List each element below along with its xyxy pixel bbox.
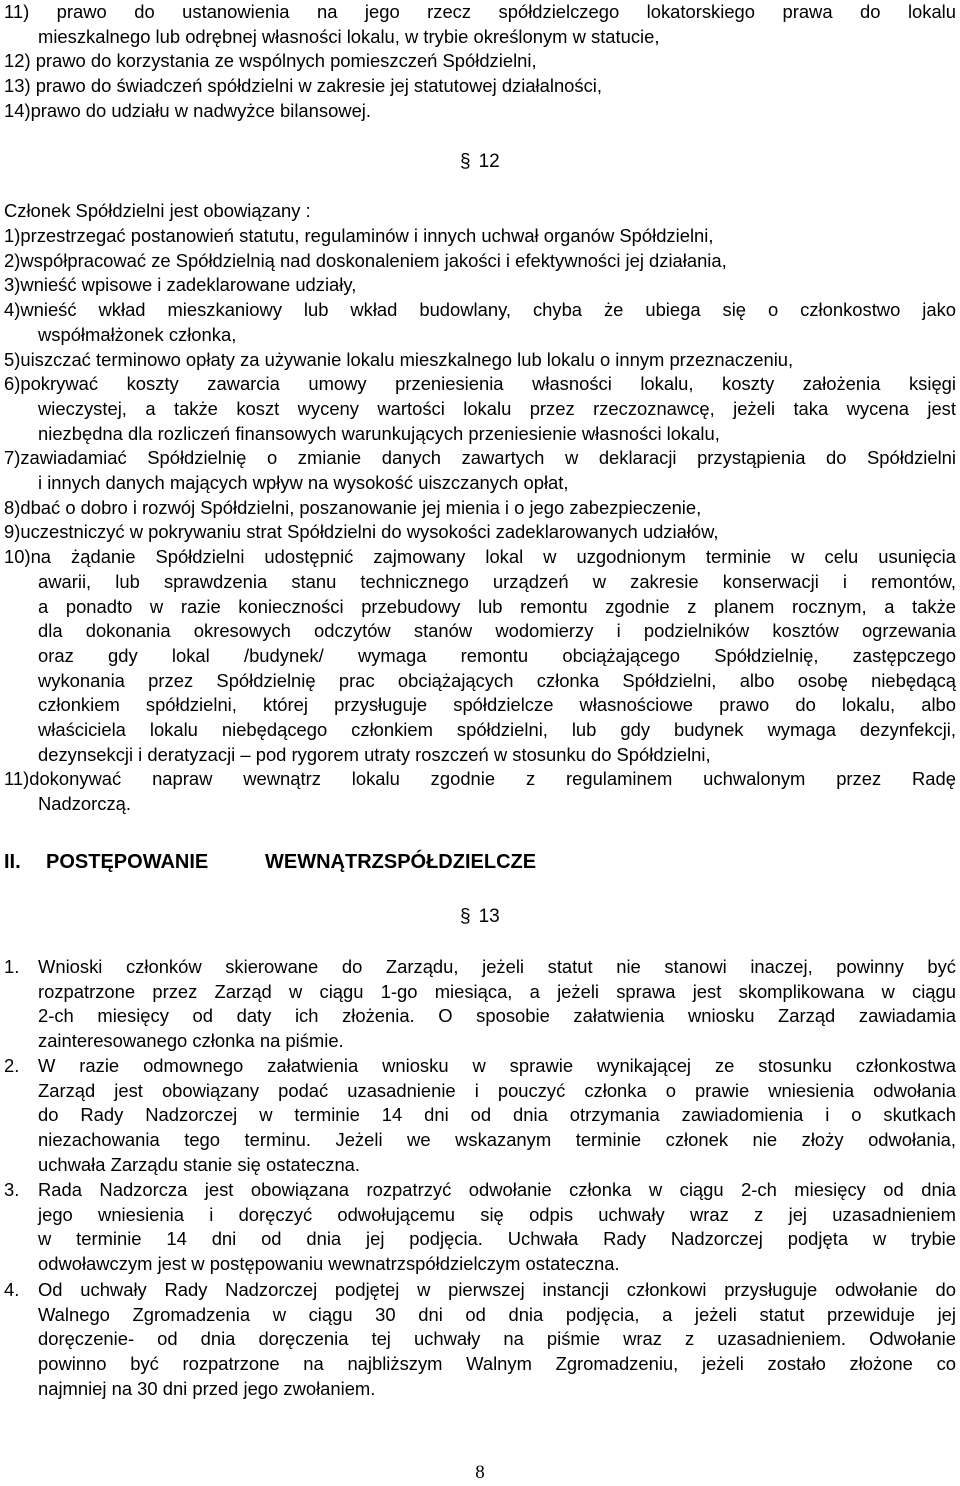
duty-line: właściciela lokalu niebędącego członkiem spółdzielni, lub gdy budynek wymaga dezynfekcji, xyxy=(38,719,956,741)
duty-line: dla dokonania okresowych odczytów stanów wodomierzy i podzielników kosztów ogrzewania xyxy=(38,620,956,642)
duty-line: 5)uiszczać terminowo opłaty za używanie lokalu mieszkalnego lub lokalu o innym przeznaczeniu, xyxy=(4,348,794,370)
duty-line: członkiem spółdzielni, której przysługuje spółdzielcze własnościowe prawo do lokalu, albo xyxy=(38,694,956,716)
list-item xyxy=(4,49,956,74)
item-line: powinno być rozpatrzone na najbliższym Walnym Zgromadzeniu, jeżeli zostało złożone co xyxy=(38,1353,956,1375)
duty-item xyxy=(4,273,956,298)
item-line: w terminie 14 dni od dnia jej podjęcia. Uchwała Rady Nadzorczej podjęta w trybie xyxy=(38,1228,956,1250)
item-number: 4. xyxy=(4,1279,20,1300)
list-item xyxy=(4,74,956,99)
chapter-title-part2: WEWNĄTRZSPÓŁDZIELCZE xyxy=(265,851,537,873)
duty-item xyxy=(4,249,956,274)
item-text: W razie odmownego załatwienia wniosku w sprawie wynikającej ze stosunku członkostwa xyxy=(38,1055,956,1076)
duty-line: niezbędna dla rozliczeń finansowych warunkujących przeniesienie własności lokalu, xyxy=(38,422,720,444)
item-line: zainteresowanego członka na piśmie. xyxy=(38,1030,344,1052)
chapter-title-part1: POSTĘPOWANIE xyxy=(46,851,209,873)
duty-line: 9)uczestniczyć w pokrywaniu strat Spółdzielni do wysokości zadeklarowanych udziałów, xyxy=(4,521,719,543)
duty-item xyxy=(4,348,956,373)
duty-line: awarii, lub sprawdzenia stanu technicznego urządzeń w zakresie konserwacji i remontów, xyxy=(38,570,956,592)
duty-line: współmałżonek członka, xyxy=(38,323,237,345)
duty-line: a ponadto w razie konieczności przebudowy lub remontu zgodnie z planem rocznym, a także xyxy=(38,595,956,617)
item-line: rozpatrzone przez Zarząd w ciągu 1-go miesiąca, a jeżeli sprawa jest skomplikowana w ciągu xyxy=(38,980,956,1002)
item-line: najmniej na 30 dni przed jego zwołaniem. xyxy=(38,1377,376,1399)
duty-item xyxy=(4,767,956,816)
duty-line: 2)współpracować ze Spółdzielnią nad doskonaleniem jakości i efektywności jej działania, xyxy=(4,249,727,271)
item-text: Od uchwały Rady Nadzorczej podjętej w pierwszej instancji członkowi przysługuje odwołanie do xyxy=(38,1279,956,1300)
list-item-text: 14)prawo do udziału w nadwyżce bilansowej. xyxy=(4,99,371,121)
duty-line: dezynsekcji i deratyzacji – pod rygorem utraty roszczeń w stosunku do Spółdzielni, xyxy=(38,743,711,765)
section-13-item xyxy=(4,1054,956,1178)
item-line xyxy=(4,1178,956,1203)
item-line: 2-ch miesięcy od daty ich złożenia. O sposobie załatwienia wniosku Zarząd zawiadamia xyxy=(38,1005,956,1027)
item-line: do Rady Nadzorczej w terminie 14 dni od dnia otrzymania zawiadomienia i o skutkach xyxy=(38,1104,956,1126)
duties-intro: Członek Spółdzielni jest obowiązany : xyxy=(4,200,311,221)
duty-line: 1)przestrzegać postanowień statutu, regulaminów i innych uchwał organów Spółdzielni, xyxy=(4,225,714,246)
duty-line: oraz gdy lokal /budynek/ wymaga remontu obciążającego Spółdzielnię, zastępczego xyxy=(38,644,956,666)
duty-line: wykonania przez Spółdzielnię prac obciążających członka Spółdzielni, albo osobę niebędącą xyxy=(38,669,956,691)
duty-line: Nadzorczą. xyxy=(38,793,132,815)
item-line: uchwała Zarządu stanie się ostateczna. xyxy=(38,1153,361,1175)
chapter-heading xyxy=(4,850,536,875)
item-line: Zarząd jest obowiązany podać uzasadnienie i pouczyć członka o prawie wniesienia odwołania xyxy=(38,1079,956,1101)
section-13-item xyxy=(4,1278,956,1402)
section-13-item xyxy=(4,955,956,1054)
duty-item xyxy=(4,372,956,446)
section-12-heading xyxy=(460,150,500,175)
duty-line: i innych danych mających wpływ na wysokość uiszczanych opłat, xyxy=(38,472,569,493)
item-number: 1. xyxy=(4,956,20,977)
duty-line: 7)zawiadamiać Spółdzielnię o zmianie danych zawartych w deklaracji przystąpienia do Spółdzielni xyxy=(4,447,956,469)
duty-line: 11)dokonywać napraw wewnątrz lokalu zgodnie z regulaminem uchwalonym przez Radę xyxy=(4,768,956,790)
list-item-text: 12) prawo do korzystania ze wspólnych pomieszczeń Spółdzielni, xyxy=(4,50,537,72)
section-number: 13 xyxy=(478,906,500,927)
list-item-text: 11) prawo do ustanowienia na jego rzecz spółdzielczego lokatorskiego prawa do lokalu xyxy=(4,1,956,22)
duty-item xyxy=(4,545,956,767)
duty-item xyxy=(4,446,956,495)
duty-line: 6)pokrywać koszty zawarcia umowy przeniesienia własności lokalu, koszty założenia księgi xyxy=(4,373,956,395)
item-number: 3. xyxy=(4,1179,20,1200)
item-line: odwoławczym jest w postępowaniu wewnatrzspółdzielczym ostateczna. xyxy=(38,1253,620,1275)
duty-line: wieczystej, a także koszt wyceny wartości lokalu przez rzeczoznawcę, jeżeli taka wycena jest xyxy=(38,397,956,419)
duty-line: 10)na żądanie Spółdzielni udostępnić zajmowany lokal w uzgodnionym terminie w celu usunięcia xyxy=(4,546,956,568)
list-item xyxy=(4,0,956,49)
item-text: Wnioski członków skierowane do Zarządu, jeżeli statut nie stanowi inaczej, powinny być xyxy=(38,956,956,977)
section-number: 12 xyxy=(478,151,500,172)
item-line xyxy=(4,955,956,980)
list-item xyxy=(4,99,956,124)
duty-item xyxy=(4,224,956,249)
duty-item xyxy=(4,520,956,545)
list-item-continuation: mieszkalnego lub odrębnej własności lokalu, w trybie określonym w statucie, xyxy=(38,25,660,47)
section-13-item xyxy=(4,1178,956,1277)
item-line: Walnego Zgromadzenia w ciągu 30 dni od dnia podjęcia, a jeżeli statut przewiduje jej xyxy=(38,1303,956,1325)
section-13-heading xyxy=(460,905,500,930)
page-number: 8 xyxy=(475,1462,485,1483)
item-line: jego wniesienia i doręczyć odwołującemu się odpis uchwały wraz z jej uzasadnieniem xyxy=(38,1203,956,1225)
list-item-text: 13) prawo do świadczeń spółdzielni w zakresie jej statutowej działalności, xyxy=(4,75,602,97)
duty-line: 3)wnieść wpisowe i zadeklarowane udziały, xyxy=(4,274,357,296)
paragraph-sign: § xyxy=(460,151,471,172)
item-line: doręczenie- od dnia doręczenia tej uchwały na piśmie wraz z uzasadnieniem. Odwołanie xyxy=(38,1328,956,1350)
chapter-number: II. xyxy=(4,851,21,873)
duty-line: 8)dbać o dobro i rozwój Spółdzielni, poszanowanie jej mienia i o jego zabezpieczenie, xyxy=(4,496,702,518)
item-line xyxy=(4,1278,956,1303)
item-line: niezachowania tego terminu. Jeżeli we wskazanym terminie członek nie złoży odwołania, xyxy=(38,1129,956,1151)
paragraph-sign: § xyxy=(460,906,471,927)
duty-item xyxy=(4,298,956,347)
item-number: 2. xyxy=(4,1055,20,1076)
item-line xyxy=(4,1054,956,1079)
duty-line: 4)wnieść wkład mieszkaniowy lub wkład budowlany, chyba że ubiega się o członkostwo jako xyxy=(4,299,956,321)
duty-item xyxy=(4,496,956,521)
item-text: Rada Nadzorcza jest obowiązana rozpatrzyć odwołanie członka w ciągu 2-ch miesięcy od dnia xyxy=(38,1179,956,1200)
